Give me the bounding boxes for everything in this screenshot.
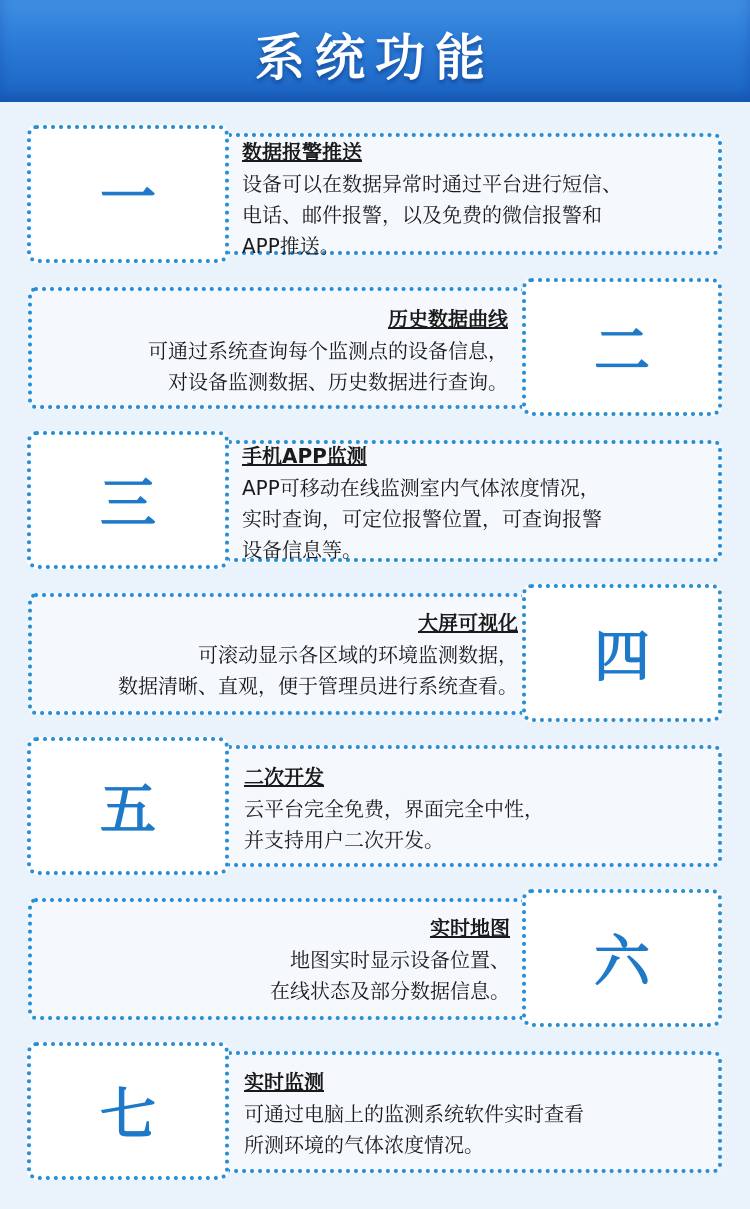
feature-6-line-2: 在线状态及部分数据信息。 (270, 979, 510, 1003)
feature-1-number-box (27, 125, 229, 263)
feature-3-line-3: 设备信息等。 (242, 538, 362, 562)
feature-5-number-box (27, 737, 229, 875)
feature-3-content (242, 441, 602, 566)
feature-4-line-2: 数据清晰、直观，便于管理员进行系统查看。 (118, 674, 518, 698)
feature-1-line-1: 设备可以在数据异常时通过平台进行短信、 (242, 172, 622, 196)
feature-6-content (270, 913, 510, 1007)
feature-6-number-box (522, 889, 722, 1027)
header-banner (0, 0, 750, 102)
feature-2-line-1: 可通过系统查询每个监测点的设备信息， (148, 339, 508, 363)
feature-7-line-1: 可通过电脑上的监测系统软件实时查看 (244, 1102, 584, 1126)
feature-5-line-1: 云平台完全免费，界面完全中性， (244, 797, 544, 821)
feature-1-number: 一 (100, 166, 156, 231)
feature-7-number: 七 (100, 1083, 156, 1148)
feature-2-number: 二 (594, 319, 650, 384)
feature-2-content (148, 304, 508, 398)
feature-4-content (118, 608, 518, 702)
feature-4-title: 大屏可视化 (418, 611, 518, 635)
feature-5-title: 二次开发 (244, 765, 324, 789)
feature-2-number-box (522, 278, 722, 416)
feature-4-number-box (522, 584, 722, 722)
feature-7-line-2: 所测环境的气体浓度情况。 (244, 1133, 484, 1157)
feature-1-line-2: 电话、邮件报警，以及免费的微信报警和 (242, 203, 602, 227)
feature-2-title: 历史数据曲线 (388, 307, 508, 331)
feature-7-title: 实时监测 (244, 1070, 324, 1094)
feature-5-number: 五 (100, 778, 156, 843)
feature-3-title: 手机APP监测 (242, 444, 367, 468)
feature-5-content (244, 762, 544, 856)
feature-5-line-2: 并支持用户二次开发。 (244, 828, 444, 852)
feature-4-number: 四 (594, 625, 650, 690)
feature-3-line-2: 实时查询，可定位报警位置，可查询报警 (242, 507, 602, 531)
page-title: 系统功能 (255, 29, 495, 87)
feature-3-number-box (27, 431, 229, 569)
feature-6-title: 实时地图 (430, 916, 510, 940)
feature-1-title: 数据报警推送 (242, 140, 362, 164)
feature-7-content (244, 1067, 584, 1161)
feature-1-content (242, 137, 622, 262)
feature-6-line-1: 地图实时显示设备位置、 (290, 948, 510, 972)
feature-6-number: 六 (594, 930, 650, 995)
feature-2-line-2: 对设备监测数据、历史数据进行查询。 (168, 370, 508, 394)
feature-3-number: 三 (100, 472, 156, 537)
feature-7-number-box (27, 1042, 229, 1180)
feature-4-line-1: 可滚动显示各区域的环境监测数据， (198, 643, 518, 667)
feature-1-line-3: APP推送。 (242, 234, 340, 258)
feature-3-line-1: APP可移动在线监测室内气体浓度情况， (242, 476, 600, 500)
